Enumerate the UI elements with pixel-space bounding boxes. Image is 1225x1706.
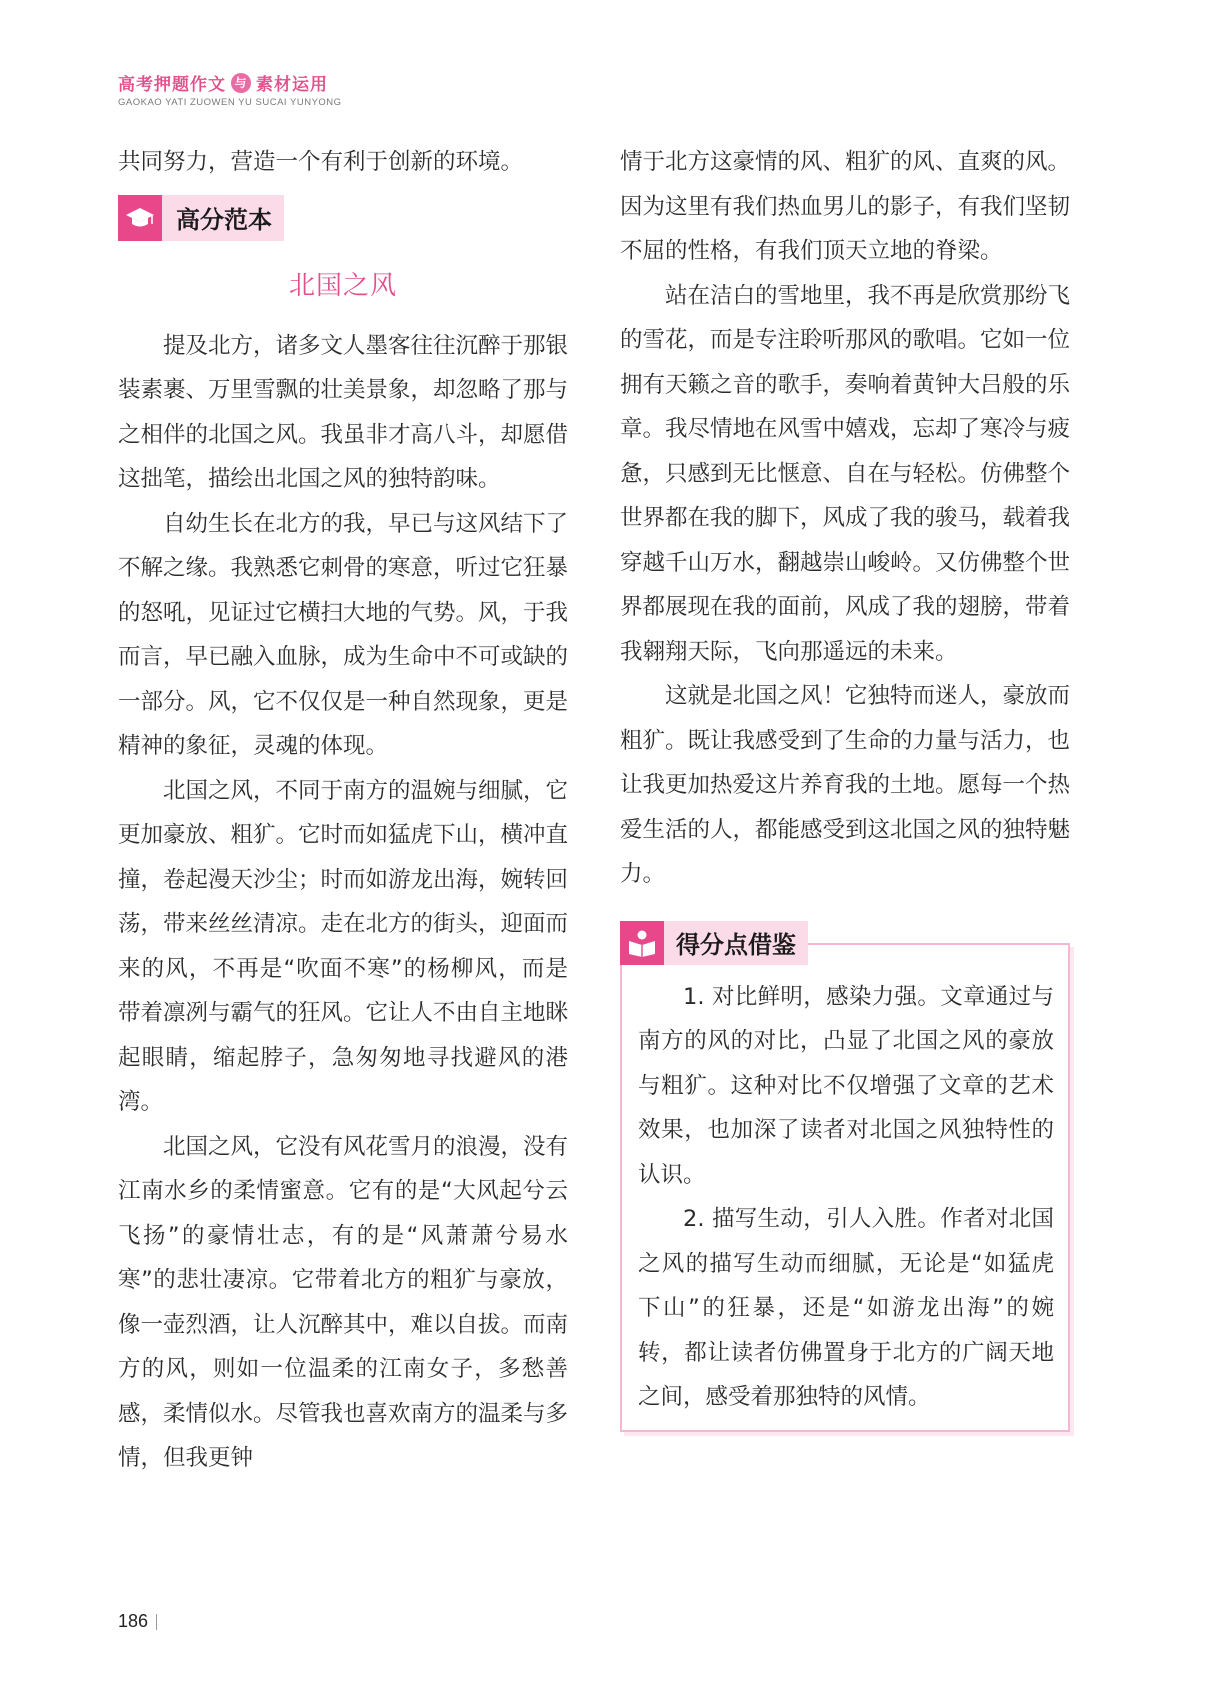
body-paragraph: 站在洁白的雪地里，我不再是欣赏那纷飞的雪花，而是专注聆听那风的歌唱。它如一位拥有天籁之音的歌手，奏响着黄钟大吕般的乐章。我尽情地在风雪中嬉戏，忘却了寒冷与疲惫，只感到无比惬意、自在与轻松。仿佛整个世界都在我的脚下，风成了我的骏马，载着我穿越千山万水，翻越崇山峻岭。又仿佛整个世界都展现在我的面前，风成了我的翅膀，带着我翱翔天际，飞向那遥远的未来。: [620, 282, 1071, 665]
score-point: 2. 描写生动，引人入胜。作者对北国之风的描写生动而细腻，无论是“如猛虎下山”的狂暴，还是“如游龙出海”的婉转，都让读者仿佛置身于北方的广阔天地之间，感受着那独特的风情。: [638, 1206, 1054, 1410]
article-title: 北国之风: [288, 270, 397, 301]
left-column: [118, 140, 568, 1481]
score-points-section: [620, 921, 1070, 1432]
body-paragraph: 北国之风，不同于南方的温婉与细腻，它更加豪放、粗犷。它时而如猛虎下山，横冲直撞，卷起漫天沙尘；时而如游龙出海，婉转回荡，带来丝丝清凉。走在北方的街头，迎面而来的风，不再是“吹面不寒”的杨柳风，而是带着凛冽与霸气的狂风。它让人不由自主地眯起眼睛，缩起脖子，急匆匆地寻找避风的港湾。: [118, 777, 569, 1115]
running-header: [118, 70, 342, 108]
right-column: [620, 140, 1070, 1432]
body-paragraph: 自幼生长在北方的我，早已与这风结下了不解之缘。我熟悉它刺骨的寒意，听过它狂暴的怒吼，见证过它横扫大地的气势。风，于我而言，早已融入血脉，成为生命中不可或缺的一部分。风，它不仅仅是一种自然现象，更是精神的象征，灵魂的体现。: [118, 510, 569, 759]
open-book-reader-icon: [620, 921, 664, 965]
continued-paragraph: 情于北方这豪情的风、粗犷的风、直爽的风。因为这里有我们热血男儿的影子，有我们坚韧不屈的性格，有我们顶天立地的脊梁。: [620, 149, 1071, 264]
section-label: 高分范本: [176, 206, 272, 234]
score-point: 1. 对比鲜明，感染力强。文章通过与南方的风的对比，凸显了北国之风的豪放与粗犷。这种对比不仅增强了文章的艺术效果，也加深了读者对北国之风独特性的认识。: [638, 983, 1054, 1188]
page-number: 186: [118, 1611, 149, 1631]
score-section-label: 得分点借鉴: [676, 931, 796, 959]
header-title-part2: 素材运用: [256, 75, 328, 95]
body-paragraph: 这就是北国之风！它独特而迷人，豪放而粗犷。既让我感受到了生命的力量与活力，也让我更加热爱这片养育我的土地。愿每一个热爱生活的人，都能感受到这北国之风的独特魅力。: [620, 683, 1071, 887]
footer-divider: [156, 1614, 157, 1630]
body-paragraph: 北国之风，它没有风花雪月的浪漫，没有江南水乡的柔情蜜意。它有的是“大风起兮云飞扬”的豪情壮志，有的是“风萧萧兮易水寒”的悲壮凄凉。它带着北方的粗犷与豪放，像一壶烈酒，让人沉醉其中，难以自拔。而南方的风，则如一位温柔的江南女子，多愁善感，柔情似水。尽管我也喜欢南方的温柔与多情，但我更钟: [118, 1133, 569, 1471]
header-title-part1: 高考押题作文: [118, 75, 226, 95]
section-heading-score-points: [620, 921, 808, 965]
lead-paragraph: 共同努力，营造一个有利于创新的环境。: [118, 149, 524, 175]
score-points-box: [620, 943, 1070, 1432]
section-heading-model-essay: [118, 195, 284, 241]
page-footer: [118, 1611, 157, 1632]
header-title: [118, 70, 342, 95]
graduation-cap-icon: [118, 195, 162, 241]
body-paragraph: 提及北方，诸多文人墨客往往沉醉于那银装素裹、万里雪飘的壮美景象，却忽略了那与之相伴的北国之风。我虽非才高八斗，却愿借这拙笔，描绘出北国之风的独特韵味。: [118, 332, 569, 492]
header-subtitle: GAOKAO YATI ZUOWEN YU SUCAI YUNYONG: [118, 97, 342, 108]
header-connector-badge: 与: [231, 73, 251, 93]
